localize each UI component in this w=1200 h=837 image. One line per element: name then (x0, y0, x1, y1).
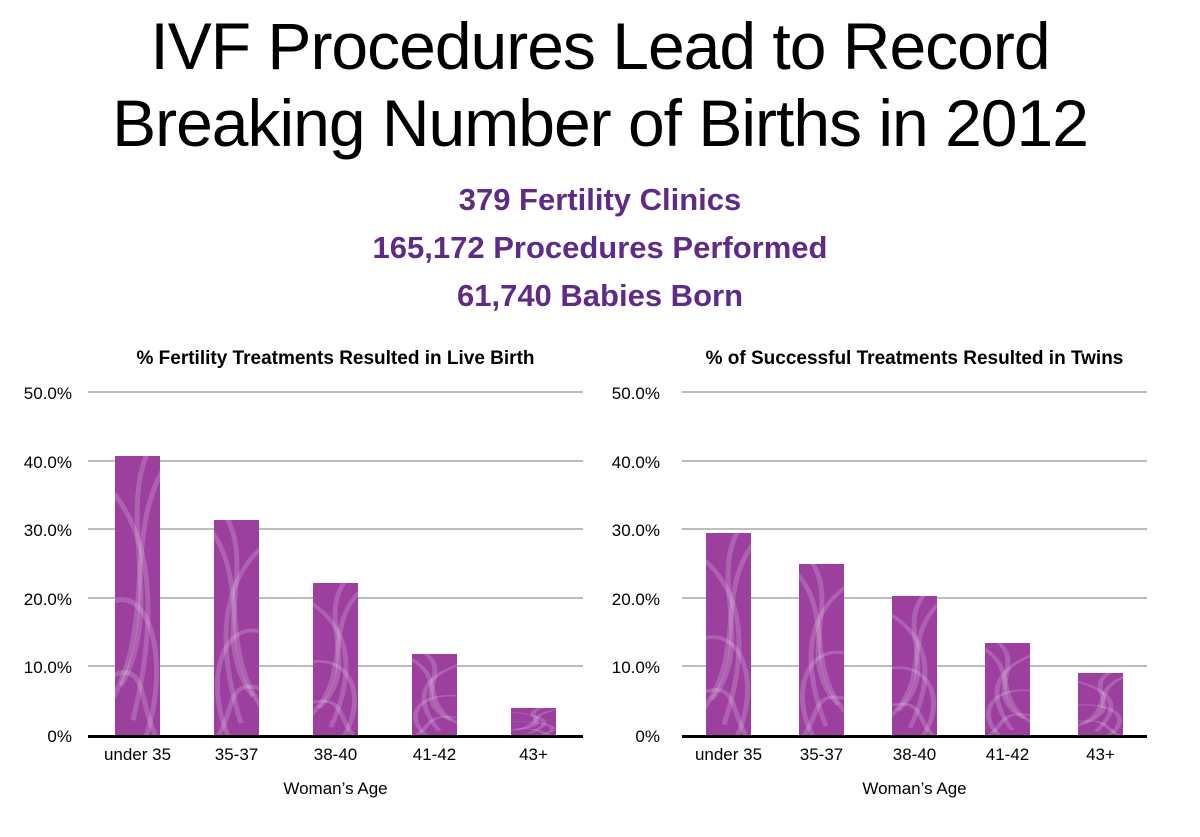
bar-38-40 (892, 596, 937, 735)
x-category-label: 41-42 (412, 745, 457, 764)
plot-row (20, 384, 583, 746)
twins-chart (583, 348, 1147, 799)
y-tick-label: 40.0% (23, 452, 72, 472)
y-tick-label: 30.0% (23, 521, 72, 541)
x-category-label: under 35 (694, 745, 763, 764)
bar-under-35 (115, 456, 160, 735)
bar-43plus (1078, 673, 1123, 735)
summary-stats (0, 176, 1200, 320)
y-tick-label: 40.0% (611, 452, 660, 472)
charts-row (0, 348, 1200, 799)
y-axis-ticks (583, 384, 682, 746)
chart-title: % Fertility Treatments Resulted in Live Birth (136, 348, 535, 369)
bar-41-42 (412, 654, 457, 735)
y-tick-label: 20.0% (611, 589, 660, 609)
x-category-label: under 35 (103, 745, 172, 764)
y-tick-label: 10.0% (23, 658, 72, 678)
page-title-line1: IVF Procedures Lead to Record (150, 9, 1050, 83)
gridline (88, 391, 583, 393)
y-tick-label: 0% (635, 727, 660, 746)
x-category-label: 35-37 (799, 745, 844, 764)
plot-area (682, 392, 1147, 738)
y-tick-label: 50.0% (611, 384, 660, 403)
x-category-label: 38-40 (313, 745, 358, 764)
chart-title: % of Successful Treatments Resulted in Twins (705, 348, 1124, 369)
page-title-line2: Breaking Number of Births in 2012 (112, 86, 1088, 160)
y-tick-label: 50.0% (23, 384, 72, 403)
gridline (682, 528, 1147, 530)
gridline (88, 528, 583, 530)
bar-43plus (511, 708, 556, 735)
x-category-labels (88, 745, 583, 765)
y-tick-label: 10.0% (611, 658, 660, 678)
gridline (682, 460, 1147, 462)
page-title (0, 0, 1200, 162)
x-category-label: 41-42 (985, 745, 1030, 764)
gridline (682, 391, 1147, 393)
bar-under-35 (706, 533, 751, 735)
x-axis-label: Woman’s Age (283, 779, 388, 798)
bar-35-37 (799, 564, 844, 736)
x-category-label: 43+ (1086, 745, 1115, 764)
x-axis-label: Woman’s Age (862, 779, 967, 798)
x-category-label: 38-40 (892, 745, 937, 764)
plot-row (583, 384, 1147, 746)
y-tick-label: 0% (47, 727, 72, 746)
live-birth-chart (20, 348, 583, 799)
bar-41-42 (985, 643, 1030, 735)
y-tick-label: 20.0% (23, 589, 72, 609)
gridline (88, 460, 583, 462)
x-category-label: 43+ (519, 745, 548, 764)
x-category-labels (682, 745, 1147, 765)
plot-area (88, 392, 583, 738)
stat-babies: 61,740 Babies Born (456, 278, 744, 313)
stat-clinics: 379 Fertility Clinics (458, 182, 742, 217)
bar-35-37 (214, 520, 259, 735)
x-category-label: 35-37 (214, 745, 259, 764)
stat-procedures: 165,172 Procedures Performed (372, 230, 828, 265)
bar-38-40 (313, 583, 358, 735)
y-axis-ticks (20, 384, 88, 746)
y-tick-label: 30.0% (611, 521, 660, 541)
